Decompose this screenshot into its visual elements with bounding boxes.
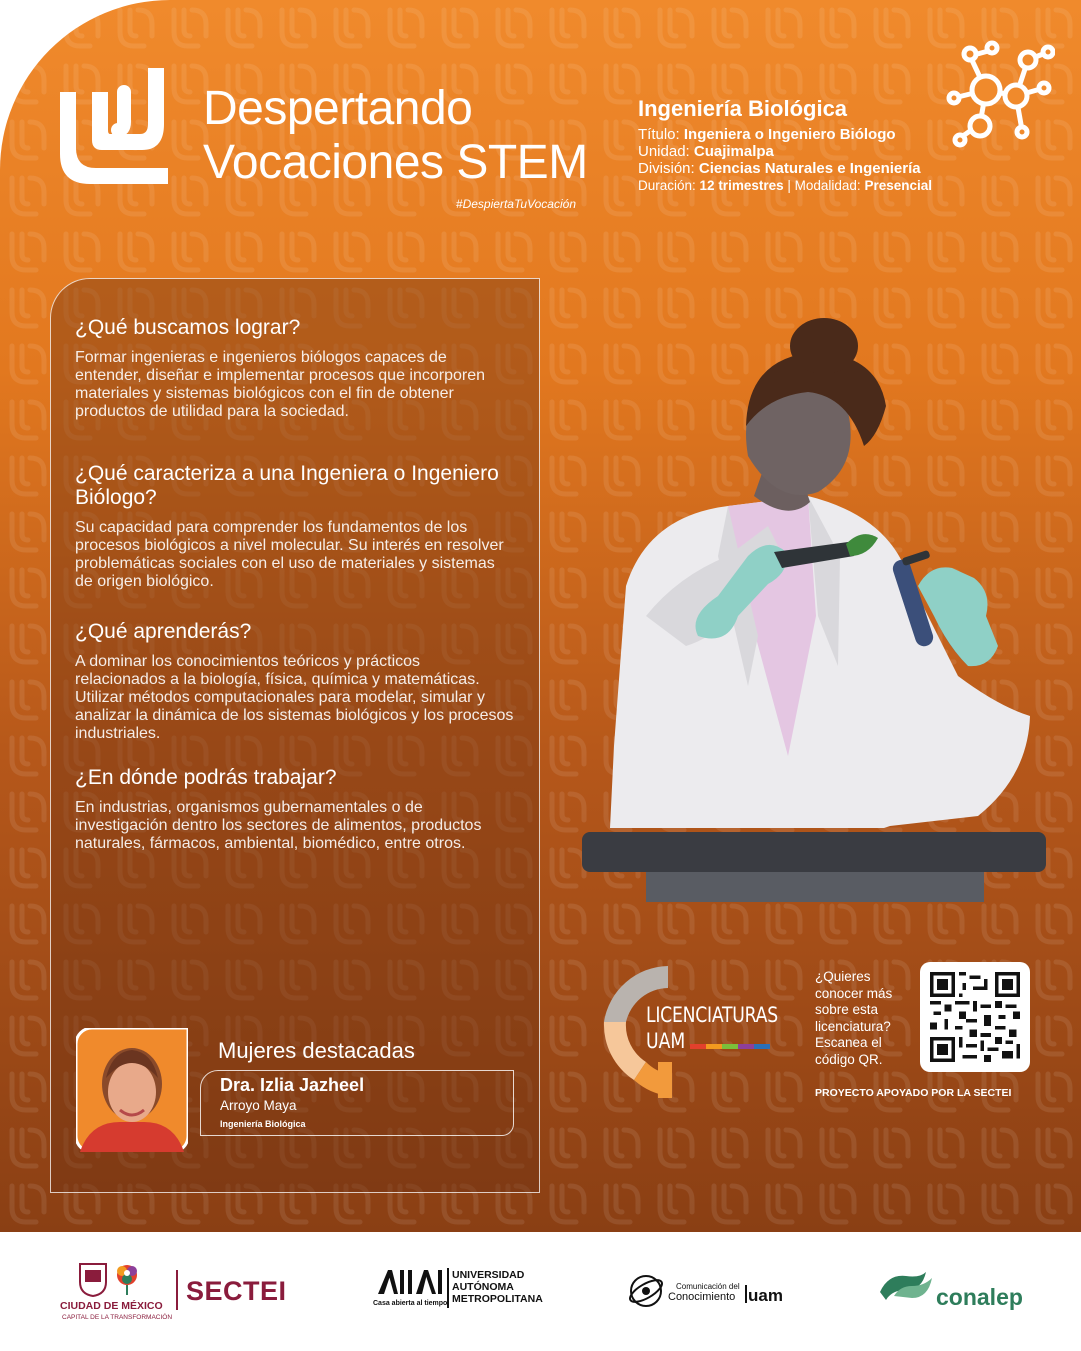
program-info (638, 96, 932, 195)
uam-name (452, 1269, 543, 1305)
color-bar-3 (722, 1044, 738, 1049)
cdmx-flower-icon (112, 1259, 142, 1297)
titulo-value: Ingeniera o Ingeniero Biólogo (683, 126, 896, 143)
cdmx-name: CIUDAD DE MÉXICO (60, 1300, 163, 1312)
molecule-icon (940, 40, 1055, 152)
portrait-illustration (76, 1028, 188, 1152)
section-profile-answer: Su capacidad para comprender los fundamentos de los procesos biológicos a nivel molecular. Su interés en resolver problemáticas sociales con el uso de materiales y sistemas de origen biológico. (75, 519, 504, 590)
licenciaturas-title: LICENCIATURAS (646, 1003, 778, 1027)
program-title-line (638, 126, 932, 143)
color-bar-5 (754, 1044, 770, 1049)
color-bar-4 (738, 1044, 754, 1049)
titulo-label: Título: (638, 126, 680, 143)
featured-name: Dra. Izlia Jazheel (220, 1075, 365, 1095)
brand-title-line2: Vocaciones STEM (203, 136, 588, 189)
duracion-label: Duración: (638, 178, 696, 193)
uam-name-line3: METROPOLITANA (452, 1293, 543, 1305)
featured-surname: Arroyo Maya (220, 1098, 297, 1113)
brand-title (203, 82, 588, 190)
color-bar-1 (690, 1044, 706, 1049)
modalidad-value: Presencial (864, 178, 932, 193)
ccu-uam: uam (748, 1286, 783, 1305)
section-work-answer: En industrias, organismos gubernamentales o de investigación dentro los sectores de alimentos, productos naturales, fármacos, ambiental, biomédico, entre otros. (75, 799, 482, 852)
program-name: Ingeniería Biológica (638, 96, 848, 121)
licenciaturas-uam: UAM (646, 1029, 686, 1053)
division-label: División: (638, 160, 695, 177)
unidad-value: Cuajimalpa (693, 143, 774, 160)
ccu-divider (745, 1285, 747, 1303)
ccu-line1: Comunicación del (676, 1282, 740, 1291)
featured-program: Ingeniería Biológica (220, 1119, 306, 1129)
hashtag: #DespiertaTuVocación (455, 197, 576, 211)
uam-divider (447, 1268, 449, 1308)
duracion-value: 12 trimestres (699, 178, 784, 193)
cdmx-subtitle: CAPITAL DE LA TRANSFORMACIÓN (62, 1314, 173, 1321)
licenciaturas-color-bars (690, 1044, 770, 1049)
featured-heading: Mujeres destacadas (218, 1038, 415, 1063)
section-learn-question: ¿Qué aprenderás? (75, 620, 252, 643)
section-goal-answer: Formar ingenieras e ingenieros biólogos capaces de entender, diseñar e implementar procesos que incorporen materiales y sistemas biológicos con el fin de obtener productos de utilidad para la sociedad. (75, 349, 486, 420)
section-work-question: ¿En dónde podrás trabajar? (75, 766, 337, 789)
program-duration-line (638, 177, 932, 195)
division-value: Ciencias Naturales e Ingeniería (698, 160, 921, 177)
qr-code-icon[interactable] (930, 972, 1020, 1062)
brand-title-line1: Despertando (203, 82, 473, 135)
modalidad-label: Modalidad: (794, 178, 861, 193)
cdmx-divider (176, 1270, 178, 1310)
uam-name-line2: AUTÓNOMA (452, 1281, 514, 1293)
section-goal-question: ¿Qué buscamos lograr? (75, 316, 301, 339)
scientist-illustration (578, 316, 1048, 906)
uam-slogan: Casa abierta al tiempo (373, 1300, 448, 1307)
section-learn-answer: A dominar los conocimientos teóricos y prácticos relacionados a la biología, física, química y matemáticas. Utilizar métodos computacionales para modelar, simular y analizar la dinámica de los sistemas biológicos y los procesos industriales. (75, 653, 514, 742)
section-learn (75, 620, 515, 743)
section-goal (75, 316, 515, 421)
uam-logo-icon (376, 1268, 446, 1296)
section-work (75, 766, 515, 853)
sectei-logo-text: SECTEI (186, 1276, 287, 1306)
section-profile-question: ¿Qué caracteriza a una Ingeniera o Ingeniero Biólogo? (75, 462, 499, 509)
comunicacion-globe-icon (626, 1271, 666, 1311)
stem-logo-icon (50, 62, 178, 194)
unidad-label: Unidad: (638, 143, 690, 160)
program-unit-line (638, 143, 932, 160)
conalep-logo-text: conalep (936, 1284, 1023, 1310)
licenciaturas-logo-icon (598, 962, 778, 1100)
sectei-support-note: PROYECTO APOYADO POR LA SECTEI (815, 1087, 1012, 1099)
color-bar-2 (706, 1044, 722, 1049)
section-profile (75, 462, 515, 591)
qr-prompt: ¿Quieres conocer más sobre esta licenciatura? Escanea el código QR. (815, 969, 893, 1067)
uam-name-line1: UNIVERSIDAD (452, 1269, 525, 1281)
cdmx-shield-icon (78, 1262, 108, 1298)
ccu-line2: Conocimiento (668, 1291, 736, 1303)
conalep-logo-icon (876, 1268, 938, 1304)
program-division-line (638, 160, 932, 177)
separator: | (783, 178, 795, 193)
